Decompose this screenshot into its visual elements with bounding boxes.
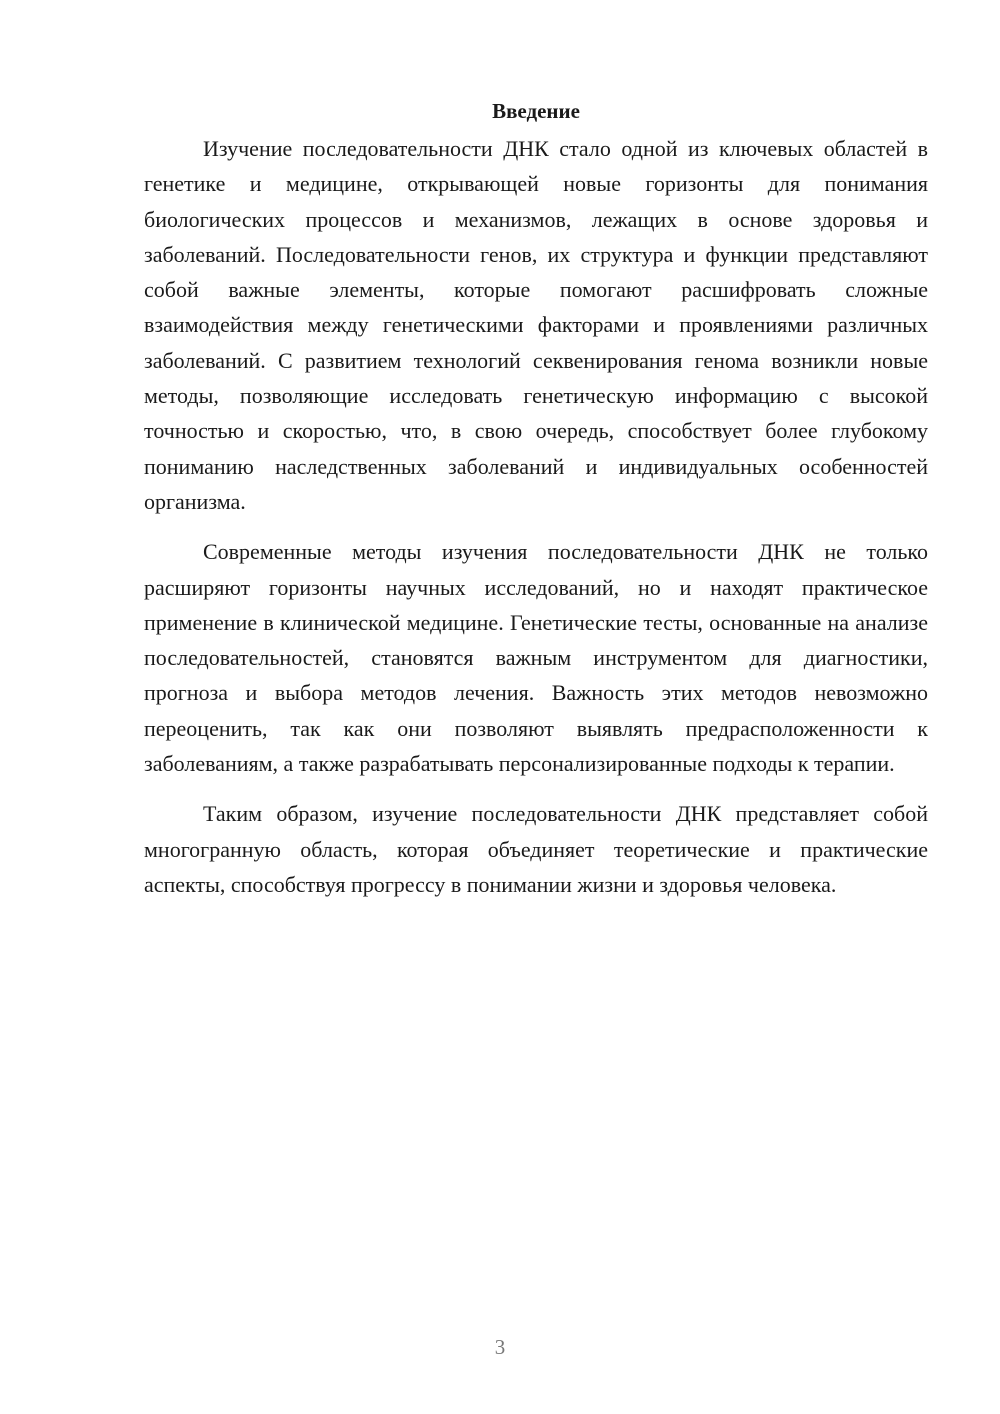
page-number: 3 <box>494 1335 506 1359</box>
page-content <box>144 96 928 902</box>
paragraph-1: Изучение последовательности ДНК стало одной из ключевых областей в генетике и медицине, открывающей новые горизонты для понимания биологических процессов и механизмов, лежащих в основе здоровья и заболеваний. Последовательности генов, их структура и функции представляют собой важные элементы, которые помогают расшифровать сложные взаимодействия между генетическими факторами и проявлениями различных заболеваний. С развитием технологий секвенирования генома возникли новые методы, позволяющие исследовать генетическую информацию с высокой точностью и скоростью, что, в свою очередь, способствует более глубокому пониманию наследственных заболеваний и индивидуальных особенностей организма. <box>144 136 928 514</box>
paragraph-2: Современные методы изучения последовательности ДНК не только расширяют горизонты научных исследований, но и находят практическое применение в клинической медицине. Генетические тесты, основанные на анализе последовательностей, становятся важным инструментом для диагностики, прогноза и выбора методов лечения. Важность этих методов невозможно переоценить, так как они позволяют выявлять предрасположенности к заболеваниям, а также разрабатывать персонализированные подходы к терапии. <box>144 539 928 777</box>
paragraph-3: Таким образом, изучение последовательности ДНК представляет собой многогранную область, которая объединяет теоретические и практические аспекты, способствуя прогрессу в понимании жизни и здоровья человека. <box>144 801 928 897</box>
section-heading: Введение <box>492 99 580 123</box>
